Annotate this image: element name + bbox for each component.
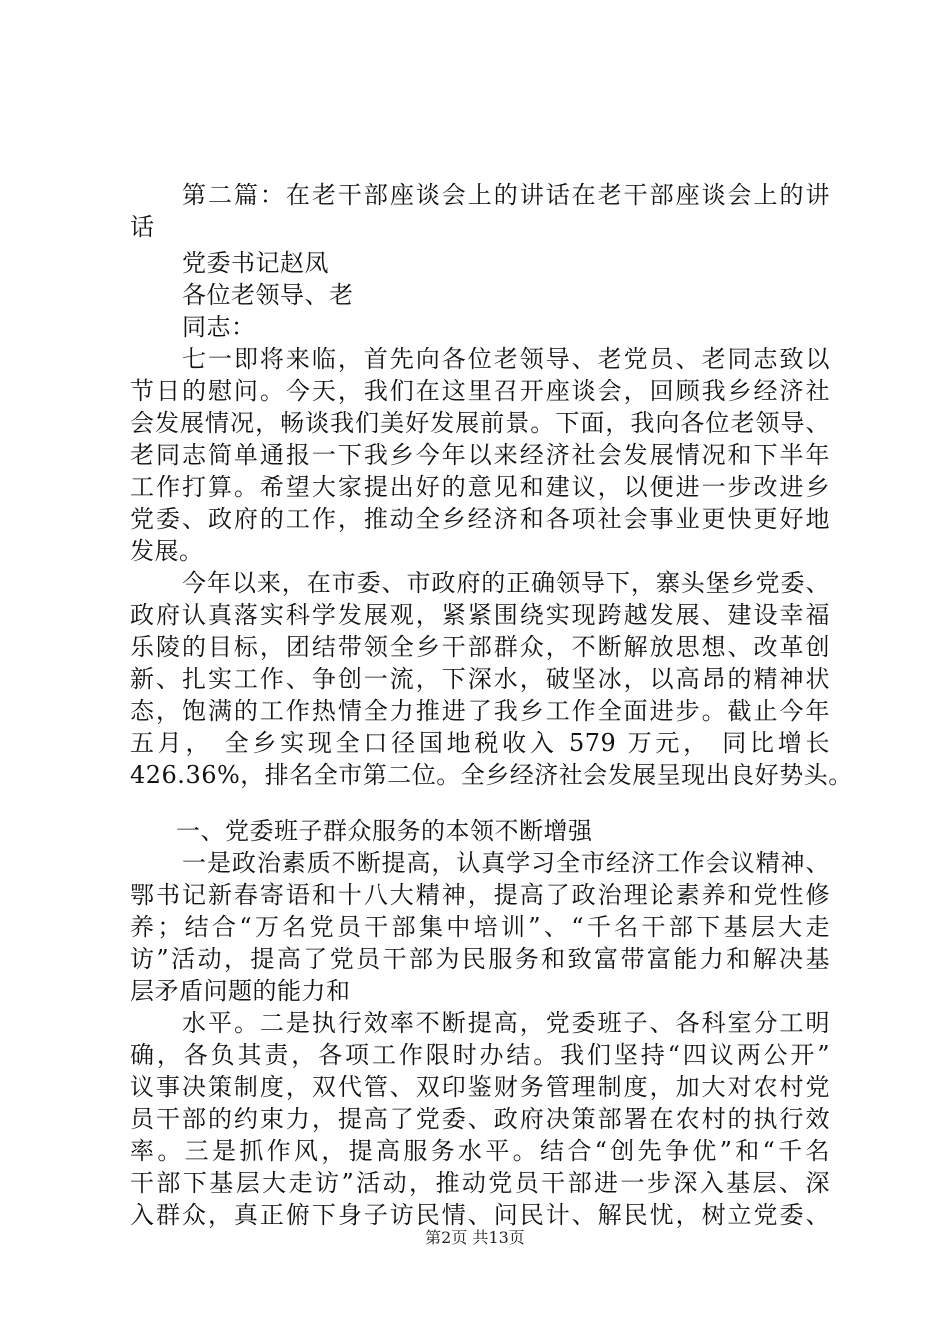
text-line: 议事决策制度，双代管、双印鉴财务管理制度，加大对农村党 — [130, 1073, 830, 1101]
text-line: 话 — [130, 213, 155, 241]
text-line: 一、党委班子群众服务的本领不断增强 — [176, 817, 593, 845]
text-line: 员干部的约束力，提高了党委、政府决策部署在农村的执行效 — [130, 1105, 830, 1133]
text-line: 水平。二是执行效率不断提高，党委班子、各科室分工明 — [182, 1009, 830, 1037]
text-line: 426.36%，排名全市第二位。全乡经济社会发展呈现出良好势头。 — [130, 761, 853, 789]
text-line: 会发展情况，畅谈我们美好发展前景。下面，我向各位老领导、 — [130, 409, 830, 437]
text-line: 党委、政府的工作，推动全乡经济和各项社会事业更快更好地 — [130, 505, 830, 533]
text-line: 养；结合“万名党员干部集中培训”、“千名干部下基层大走 — [130, 913, 830, 941]
text-line: 今年以来，在市委、市政府的正确领导下，寨头堡乡党委、 — [182, 569, 830, 597]
text-line: 率。三是抓作风，提高服务水平。结合“创先争优”和“千名 — [130, 1137, 830, 1165]
text-line: 层矛盾问题的能力和 — [130, 977, 351, 1005]
text-line: 七一即将来临，首先向各位老领导、老党员、老同志致以 — [182, 345, 830, 373]
text-line: 干部下基层大走访”活动，推动党员干部进一步深入基层、深 — [130, 1169, 830, 1197]
page-footer: 第2页 共13页 — [425, 1228, 525, 1247]
text-line: 访”活动，提高了党员干部为民服务和致富带富能力和解决基 — [130, 945, 830, 973]
text-line: 第二篇：在老干部座谈会上的讲话在老干部座谈会上的讲 — [182, 181, 830, 209]
text-line: 老同志简单通报一下我乡今年以来经济社会发展情况和下半年 — [130, 441, 830, 469]
text-line: 鄂书记新春寄语和十八大精神，提高了政治理论素养和党性修 — [130, 881, 830, 909]
text-line: 工作打算。希望大家提出好的意见和建议，以便进一步改进乡 — [130, 473, 830, 501]
text-line: 同志： — [182, 313, 256, 341]
text-line: 各位老领导、老 — [182, 281, 354, 309]
text-line: 政府认真落实科学发展观，紧紧围绕实现跨越发展、建设幸福 — [130, 601, 830, 629]
text-line: 一是政治素质不断提高，认真学习全市经济工作会议精神、 — [182, 849, 830, 877]
text-line: 新、扎实工作、争创一流，下深水，破坚冰，以高昂的精神状 — [130, 665, 830, 693]
text-line: 发展。 — [130, 537, 204, 565]
text-line: 入群众，真正俯下身子访民情、问民计、解民忧，树立党委、 — [130, 1201, 830, 1229]
text-line: 确，各负其责，各项工作限时办结。我们坚持“四议两公开” — [130, 1041, 830, 1069]
text-line: 态，饱满的工作热情全力推进了我乡工作全面进步。截止今年 — [130, 697, 830, 725]
text-line: 五月， 全乡实现全口径国地税收入 579 万元， 同比增长 — [130, 729, 830, 757]
text-line: 乐陵的目标，团结带领全乡干部群众，不断解放思想、改革创 — [130, 633, 830, 661]
text-line: 节日的慰问。今天，我们在这里召开座谈会，回顾我乡经济社 — [130, 377, 830, 405]
text-line: 党委书记赵凤 — [182, 249, 329, 277]
